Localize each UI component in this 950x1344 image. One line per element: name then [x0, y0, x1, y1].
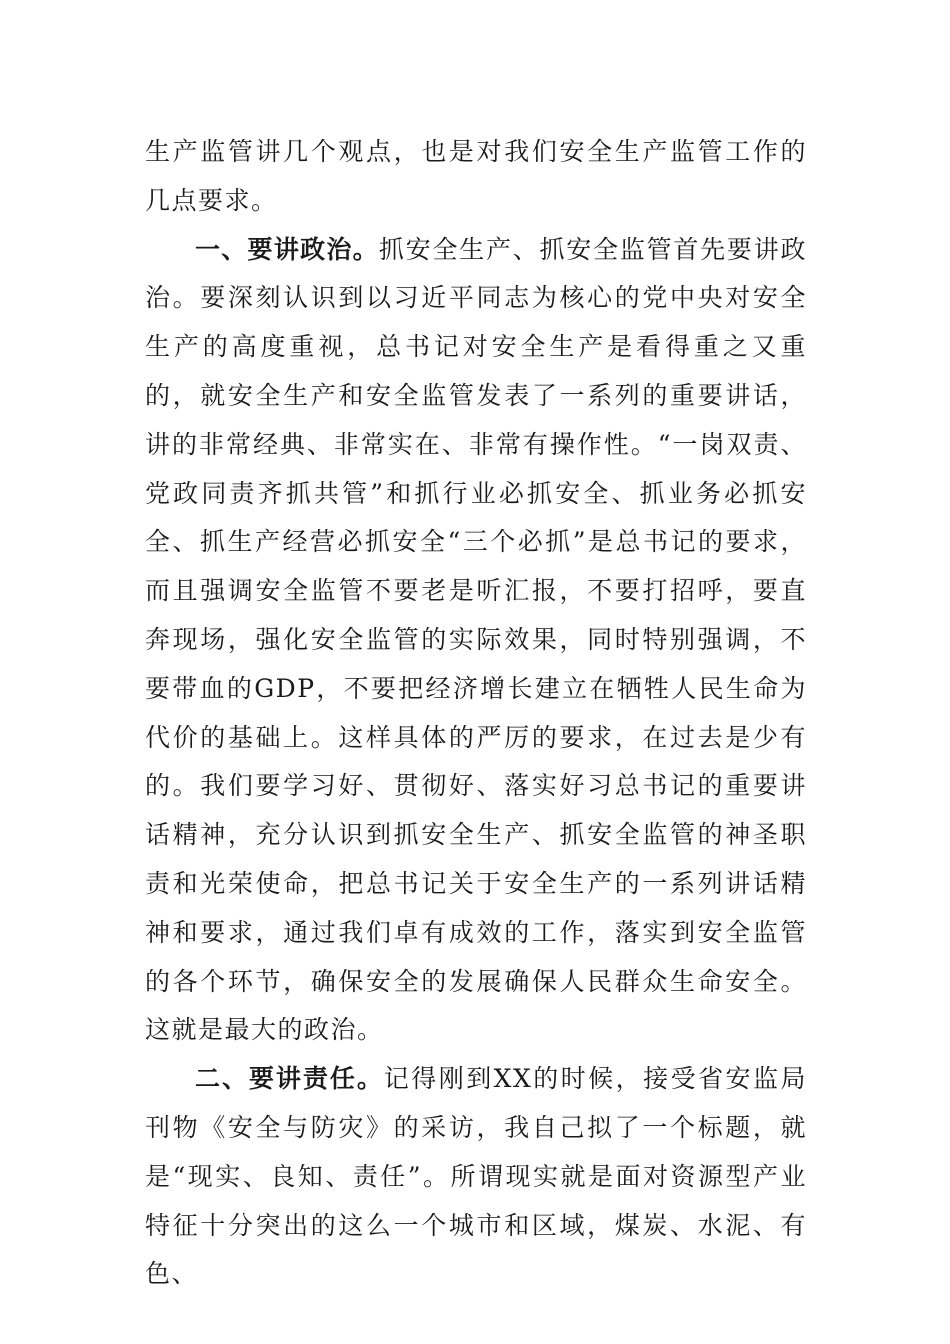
section-heading-politics: 一、要讲政治。 — [195, 234, 379, 264]
section-body-politics: 抓安全生产、抓安全监管首先要讲政治。要深刻认识到以习近平同志为核心的党中央对安全生产的高度重视，总书记对安全生产是看得重之又重的，就安全生产和安全监管发表了一系列的重要讲话，讲的非常经典、非常实在、非常有操作性。“一岗双责、党政同责齐抓共管”和抓行业必抓安全、抓业务必抓安全、抓生产经营必抓安全“三个必抓”是总书记的要求，而且强调安全监管不要老是听汇报，不要打招呼，要直奔现场，强化安全监管的实际效果，同时特别强调，不要带血的GDP，不要把经济增长建立在牺牲人民生命为代价的基础上。这样具体的严厉的要求，在过去是少有的。我们要学习好、贯彻好、落实好习总书记的重要讲话精神，充分认识到抓安全生产、抓安全监管的神圣职责和光荣使命，把总书记关于安全生产的一系列讲话精神和要求，通过我们卓有成效的工作，落实到安全监管的各个环节，确保安全的发展确保人民群众生命安全。这就是最大的政治。 — [145, 234, 807, 1045]
paragraph-intro: 生产监管讲几个观点，也是对我们安全生产监管工作的几点要求。 — [145, 137, 807, 215]
paragraph-responsibility — [145, 1055, 807, 1299]
document-page — [145, 128, 807, 1299]
section-body-responsibility: 记得刚到XX的时候，接受省安监局刊物《安全与防灾》的采访，我自己拟了一个标题，就是“现实、良知、责任”。所谓现实就是面对资源型产业特征十分突出的这么一个城市和区域，煤炭、水泥、有色、 — [145, 1064, 807, 1289]
section-heading-responsibility: 二、要讲责任。 — [195, 1064, 384, 1094]
paragraph-politics — [145, 226, 807, 1056]
